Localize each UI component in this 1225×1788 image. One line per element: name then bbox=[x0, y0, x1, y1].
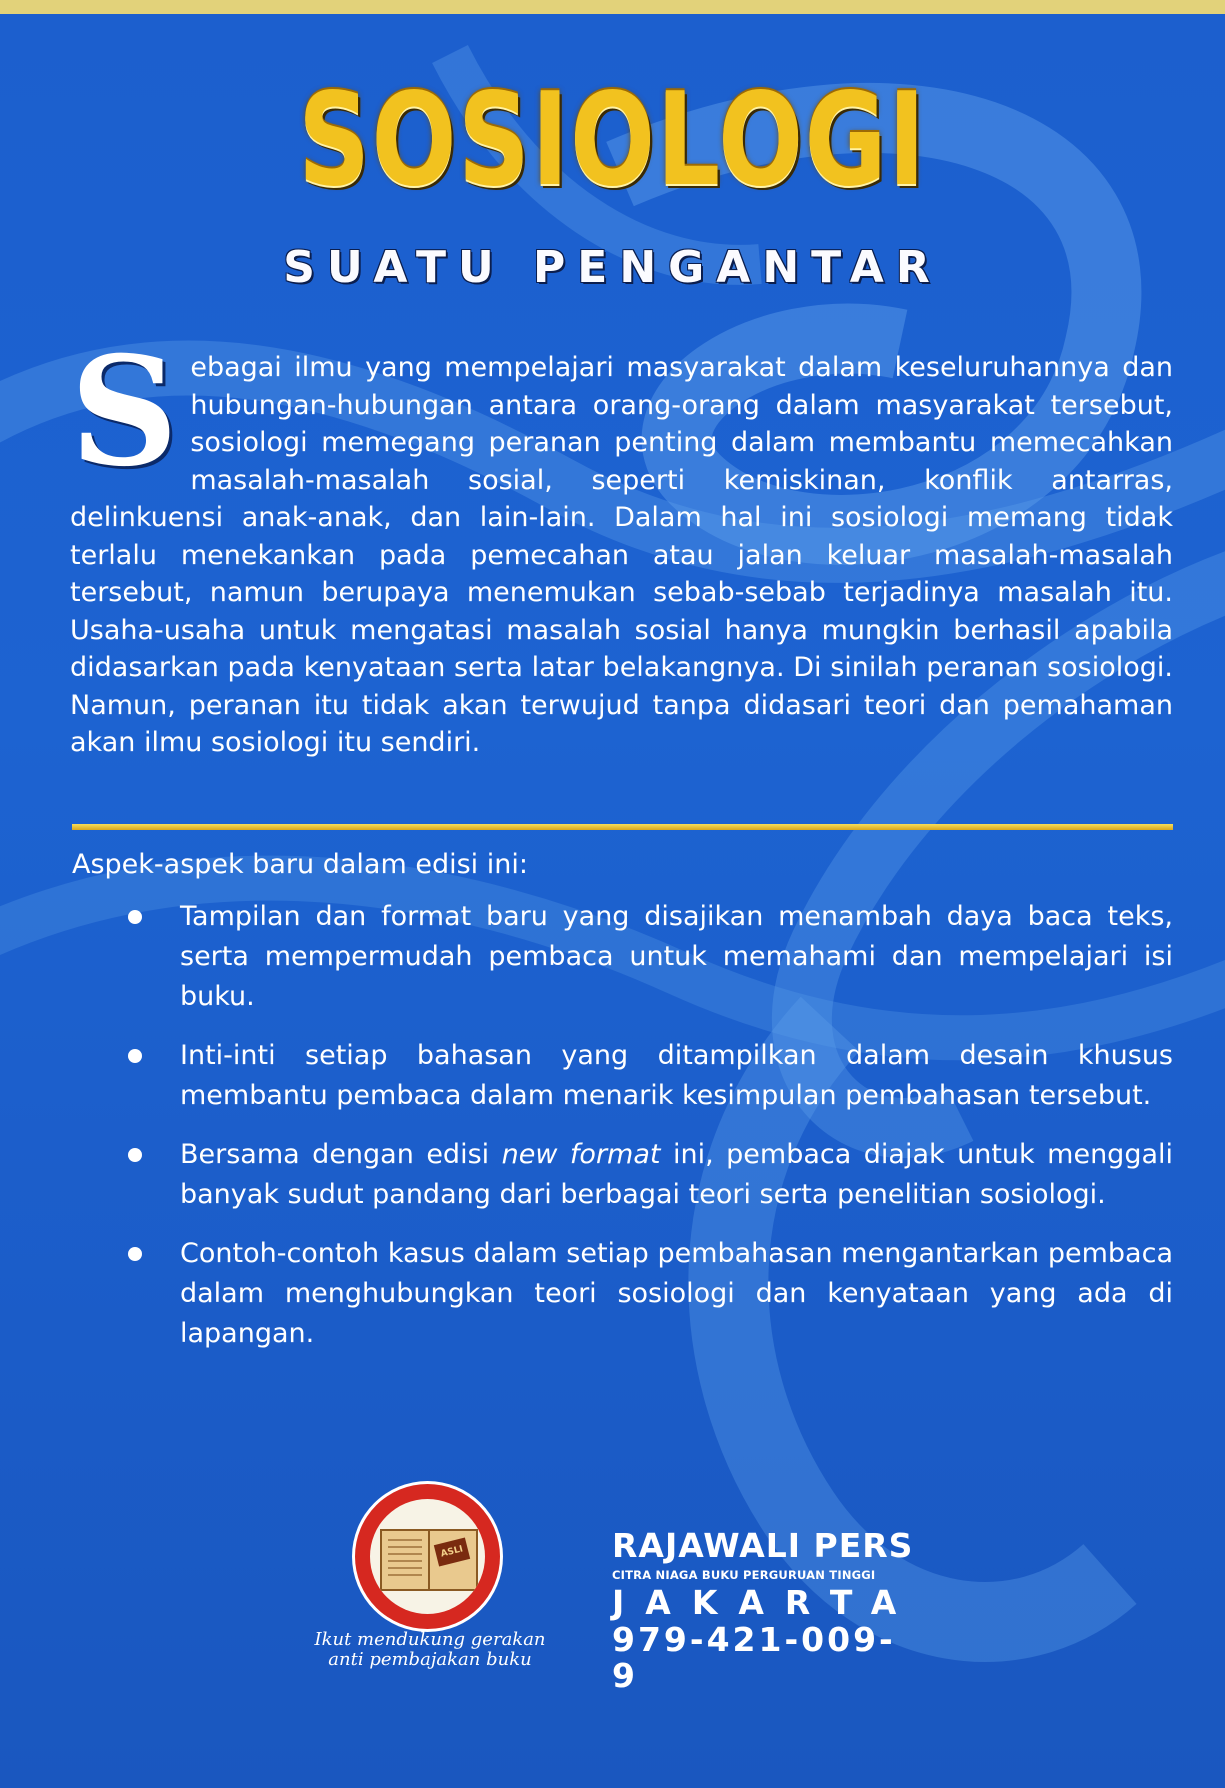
bullet-icon bbox=[128, 1049, 142, 1063]
aspect-text-before: Bersama dengan edisi bbox=[180, 1139, 502, 1170]
list-item bbox=[128, 1135, 1173, 1215]
list-item bbox=[128, 1234, 1173, 1354]
list-item bbox=[128, 1036, 1173, 1116]
aspect-text: Inti-inti setiap bahasan yang ditampilkan dalam desain khusus membantu pembaca dalam menarik kesimpulan pembahasan tersebut. bbox=[180, 1040, 1173, 1111]
aspects-heading: Aspek-aspek baru dalam edisi ini: bbox=[72, 849, 528, 880]
aspect-text: Contoh-contoh kasus dalam setiap pembahasan mengantarkan pembaca dalam menghubungkan teori sosiologi dan kenyataan yang ada di lapangan. bbox=[180, 1238, 1173, 1349]
anti-piracy-line-2: anti pembajakan buku bbox=[328, 1649, 532, 1670]
book-spine bbox=[428, 1531, 430, 1589]
intro-text: ebagai ilmu yang mempelajari masyarakat dalam keseluruhannya dan hubungan-hubungan antara orang-orang dalam masyarakat tersebut, sosiologi memegang peranan penting dalam membantu memecahkan masalah-masalah sosial, seperti kemiskinan, konflik antarras, delinkuensi anak-anak, dan lain-lain. Dalam hal ini sosiologi memang tidak terlalu menekankan pada pemecahan atau jalan keluar masalah-masalah tersebut, namun berupaya menemukan sebab-sebab terjadinya masalah itu. Usaha-usaha untuk mengatasi masalah sosial hanya mungkin berhasil apabila didasarkan pada kenyataan serta latar belakangnya. Di sinilah peranan sosiologi. Namun, peranan itu tidak akan terwujud tanpa didasari teori dan pemahaman akan ilmu sosiologi itu sendiri. bbox=[70, 352, 1173, 758]
bullet-icon bbox=[128, 910, 142, 924]
asli-stamp: ASLI bbox=[434, 1537, 470, 1566]
anti-piracy-caption bbox=[290, 1630, 570, 1670]
bullet-icon bbox=[128, 1148, 142, 1162]
aspect-text: Tampilan dan format baru yang disajikan menambah daya baca teks, serta mempermudah pembaca untuk memahami dan mempelajari isi buku. bbox=[180, 901, 1173, 1012]
list-item bbox=[128, 897, 1173, 1017]
back-cover bbox=[0, 14, 1225, 1788]
publisher-city: JAKARTA bbox=[612, 1583, 918, 1622]
gold-divider bbox=[72, 824, 1173, 830]
drop-cap: S bbox=[70, 324, 179, 500]
publisher-block bbox=[612, 1526, 917, 1694]
publisher-name: RAJAWALI PERS bbox=[612, 1526, 914, 1565]
book-title: SOSIOLOGI bbox=[298, 66, 927, 215]
aspect-list bbox=[128, 897, 1173, 1373]
isbn-number: 979-421-009-9 bbox=[612, 1620, 896, 1695]
logo-inner bbox=[370, 1499, 485, 1614]
book-text-lines bbox=[388, 1539, 422, 1579]
open-book-icon bbox=[380, 1529, 478, 1591]
anti-piracy-logo bbox=[355, 1484, 500, 1629]
publisher-tagline: CITRA NIAGA BUKU PERGURUAN TINGGI bbox=[612, 1568, 876, 1582]
anti-piracy-line-1: Ikut mendukung gerakan bbox=[314, 1629, 546, 1650]
intro-paragraph bbox=[70, 324, 1173, 762]
bullet-icon bbox=[128, 1247, 142, 1261]
aspect-text-after: ini, pembaca diajak untuk menggali banyak sudut pandang dari berbagai teori serta penelitian sosiologi. bbox=[180, 1139, 1174, 1210]
book-subtitle: SUATU PENGANTAR bbox=[283, 242, 942, 293]
aspect-text-italic: new format bbox=[501, 1139, 661, 1170]
